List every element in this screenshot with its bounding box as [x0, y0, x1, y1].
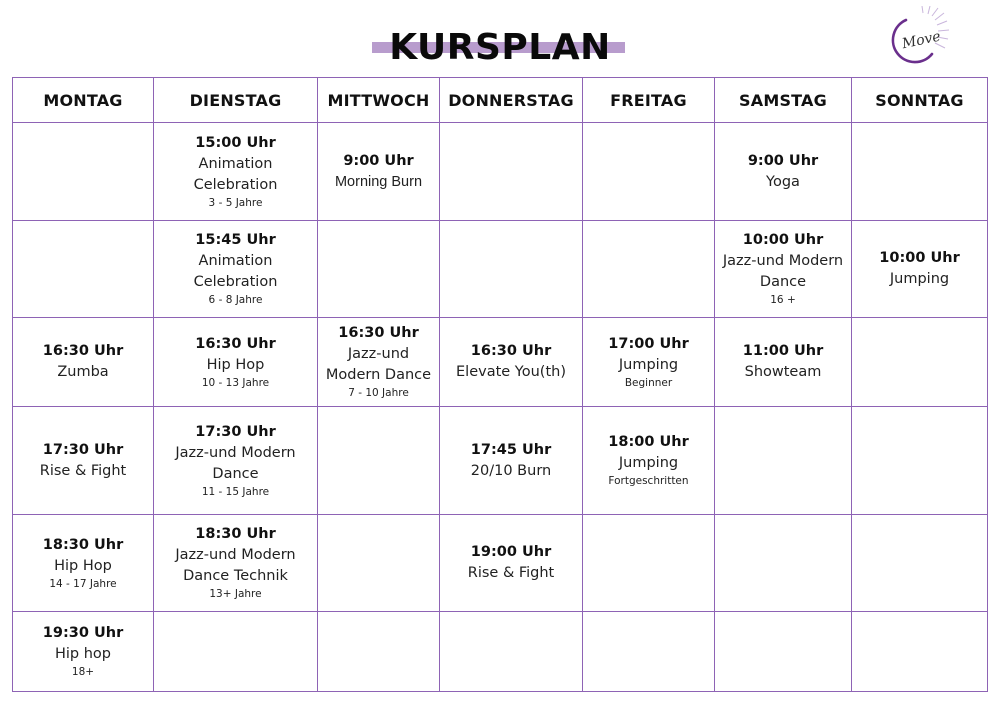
course-time: 10:00 Uhr [879, 250, 960, 266]
empty-cell [318, 515, 440, 612]
course-time: 10:00 Uhr [742, 232, 824, 248]
empty-cell [715, 407, 852, 515]
course-name: Morning Burn [334, 173, 423, 190]
day-header-dienstag: DIENSTAG [154, 78, 318, 123]
course-time: 17:45 Uhr [470, 441, 552, 458]
empty-cell [440, 123, 583, 221]
course-time: 18:30 Uhr [42, 536, 124, 553]
course-name: Jazz-und Modern Dance [722, 253, 844, 290]
course-time: 17:00 Uhr [608, 335, 689, 352]
course-time: 18:30 Uhr [195, 526, 276, 542]
empty-cell [583, 221, 715, 318]
course-name: Hip Hop [54, 557, 112, 574]
header [0, 26, 1000, 72]
course-name: Rise & Fight [39, 462, 127, 479]
course-name: Jumping [889, 271, 950, 287]
course-name: Zumba [57, 364, 109, 380]
course-cell [13, 515, 154, 612]
course-time: 15:45 Uhr [195, 232, 276, 248]
course-cell [715, 318, 852, 407]
logo-text: Move [900, 28, 943, 53]
course-name: Jumping [618, 356, 679, 373]
course-time: 16:30 Uhr [42, 343, 124, 359]
course-name: Hip Hop [206, 356, 265, 373]
course-name: Showteam [744, 364, 822, 380]
course-age: 14 - 17 Jahre [49, 577, 117, 590]
course-time: 11:00 Uhr [742, 343, 824, 359]
day-header-mittwoch: MITTWOCH [318, 78, 440, 123]
course-time: 16:30 Uhr [338, 325, 419, 341]
schedule-table [12, 77, 988, 692]
course-level: Beginner [624, 376, 673, 389]
empty-cell [154, 612, 318, 692]
course-cell [440, 407, 583, 515]
course-cell [154, 221, 318, 318]
course-cell [154, 123, 318, 221]
course-name: Elevate You(th) [456, 364, 566, 380]
day-header-montag: MONTAG [13, 78, 154, 123]
page-title: KURSPLAN [389, 27, 611, 68]
course-name: Animation Celebration [193, 155, 278, 193]
table-row [13, 515, 988, 612]
empty-cell [715, 515, 852, 612]
table-row [13, 407, 988, 515]
course-age: 7 - 10 Jahre [348, 387, 409, 399]
course-level: Fortgeschritten [608, 475, 689, 487]
empty-cell [13, 221, 154, 318]
course-cell [318, 318, 440, 407]
course-cell [154, 407, 318, 515]
table-row [13, 221, 988, 318]
empty-cell [583, 612, 715, 692]
course-age: 13+ Jahre [209, 588, 262, 600]
empty-cell [583, 123, 715, 221]
course-name: Jazz-und Modern Dance [325, 346, 432, 383]
course-name: Jazz-und Modern Dance [175, 444, 296, 482]
course-cell [13, 612, 154, 692]
empty-cell [715, 612, 852, 692]
course-age: 6 - 8 Jahre [208, 294, 263, 306]
course-cell [13, 407, 154, 515]
course-name: Yoga [766, 173, 800, 190]
course-time: 17:30 Uhr [42, 441, 124, 458]
course-cell [440, 515, 583, 612]
course-time: 9:00 Uhr [343, 152, 414, 169]
course-name: 20/10 Burn [470, 462, 552, 479]
course-age: 10 - 13 Jahre [201, 376, 270, 389]
empty-cell [318, 612, 440, 692]
course-time: 9:00 Uhr [747, 152, 819, 169]
header-row [13, 78, 988, 123]
course-time: 16:30 Uhr [470, 343, 552, 359]
move-logo [884, 6, 950, 68]
table-row [13, 123, 988, 221]
table-row [13, 612, 988, 692]
course-name: Hip hop [54, 646, 111, 662]
empty-cell [852, 123, 988, 221]
course-age: 16 + [770, 294, 796, 306]
empty-cell [318, 221, 440, 318]
empty-cell [440, 612, 583, 692]
course-cell [440, 318, 583, 407]
empty-cell [583, 515, 715, 612]
course-cell [154, 318, 318, 407]
course-age: 3 - 5 Jahre [208, 196, 263, 209]
course-time: 19:00 Uhr [470, 544, 552, 560]
empty-cell [852, 612, 988, 692]
course-time: 17:30 Uhr [195, 423, 276, 440]
day-header-sonntag: SONNTAG [852, 78, 988, 123]
course-cell [852, 221, 988, 318]
course-cell [715, 221, 852, 318]
empty-cell [318, 407, 440, 515]
course-age: 18+ [71, 666, 95, 678]
day-header-freitag: FREITAG [583, 78, 715, 123]
empty-cell [440, 221, 583, 318]
day-header-samstag: SAMSTAG [715, 78, 852, 123]
course-time: 19:30 Uhr [42, 625, 124, 641]
course-time: 18:00 Uhr [608, 434, 689, 450]
course-time: 16:30 Uhr [195, 335, 276, 352]
course-time: 15:00 Uhr [195, 134, 276, 151]
course-name: Jumping [618, 455, 679, 471]
day-header-donnerstag: DONNERSTAG [440, 78, 583, 123]
course-name: Jazz-und Modern Dance Technik [175, 547, 296, 584]
course-cell [154, 515, 318, 612]
table-row [13, 318, 988, 407]
course-name: Rise & Fight [467, 565, 555, 581]
course-cell [318, 123, 440, 221]
empty-cell [852, 515, 988, 612]
empty-cell [852, 318, 988, 407]
course-cell [715, 123, 852, 221]
course-cell [583, 407, 715, 515]
course-cell [583, 318, 715, 407]
course-cell [13, 318, 154, 407]
empty-cell [13, 123, 154, 221]
course-age: 11 - 15 Jahre [201, 485, 270, 498]
empty-cell [852, 407, 988, 515]
course-name: Animation Celebration [193, 253, 278, 290]
